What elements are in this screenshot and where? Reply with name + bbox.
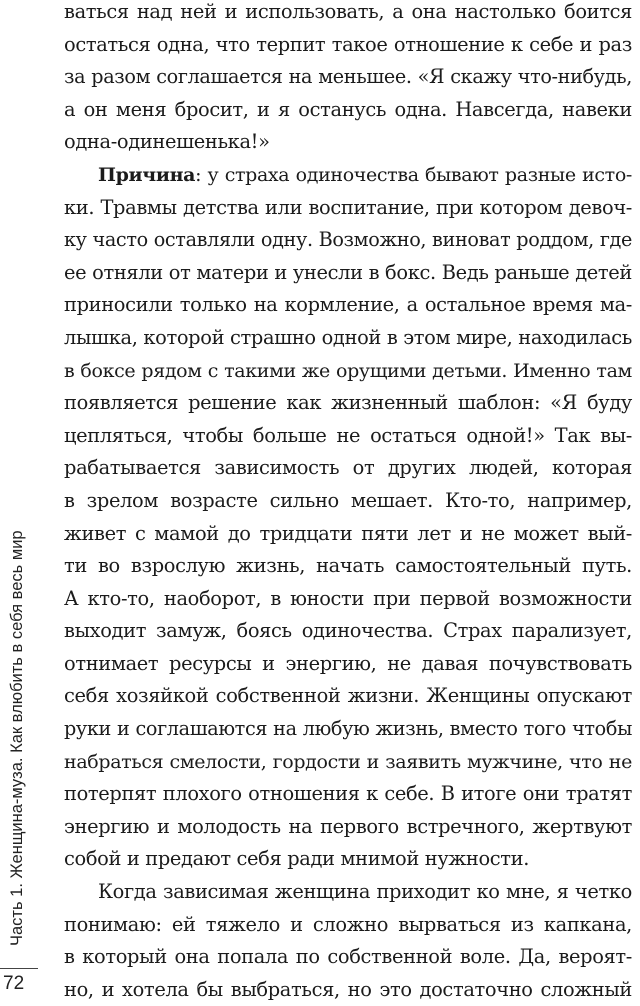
text-line: ку часто оставляли одну. Возможно, виноват роддом, где (64, 228, 632, 252)
text-line: понимаю: ей тяжело и сложно вырваться из капкана, (64, 912, 632, 936)
text-line: собой и предают себя ради мнимой нужности. (64, 847, 530, 871)
text-line: энергию и молодость на первого встречного, жертвуют (64, 814, 632, 838)
text-line: Когда зависимая женщина приходит ко мне, я четко (98, 880, 632, 904)
text-line: рабатывается зависимость от других людей, которая (64, 456, 632, 480)
text-line: ее отняли от матери и унесли в бокс. Ведь раньше детей (64, 260, 632, 284)
text-line: потерпят плохого отношения к себе. В итоге они тратят (64, 782, 632, 806)
text-line: в который она попала по собственной воле. Да, вероят- (64, 945, 632, 969)
text-line: ти во взрослую жизнь, начать самостоятельный путь. (64, 554, 632, 578)
text-line-rest: : у страха одиночества бывают разные исто- (195, 163, 632, 186)
page-number-rule (0, 968, 38, 969)
text-line: лышка, которой страшно одной в этом мире, находилась (64, 325, 632, 349)
text-line (64, 159, 632, 192)
text-line: ки. Травмы детства или воспитание, при котором девоч- (64, 195, 632, 219)
body-text (64, 0, 632, 1006)
text-line: появляется решение как жизненный шаблон: «Я буду (64, 391, 632, 415)
text-line: себя хозяйкой собственной жизни. Женщины опускают (64, 684, 632, 708)
text-line: живет с мамой до тридцати пяти лет и не может вый- (64, 521, 632, 545)
text-line: ваться над ней и использовать, а она настолько боится (64, 0, 632, 23)
text-line: руки и соглашаются на любую жизнь, вместо того чтобы (64, 717, 632, 741)
text-line: отнимает ресурсы и энергию, не давая почувствовать (64, 651, 632, 675)
text-line: остаться одна, что терпит такое отношение к себе и раз (64, 32, 632, 56)
text-line: в боксе рядом с такими же орущими детьми. Именно там (64, 359, 632, 382)
text-line: набраться смелости, гордости и заявить мужчине, что не (64, 750, 632, 773)
text-line: А кто-то, наоборот, в юности при первой возможности (64, 586, 632, 610)
page-number: 72 (3, 973, 25, 994)
text-line: выходит замуж, боясь одиночества. Страх парализует, (64, 619, 632, 643)
text-line: а он меня бросит, и я останусь одна. Навсегда, навеки (64, 97, 632, 121)
bold-term: Причина (98, 163, 196, 186)
text-line: цепляться, чтобы больше не остаться одной!» Так вы- (64, 423, 632, 447)
text-line: за разом соглашается на меньшее. «Я скажу что-нибудь, (64, 65, 632, 89)
running-header: Часть 1. Женщина-муза. Как влюбить в себя весь мир (8, 530, 26, 946)
text-line: в зрелом возрасте сильно мешает. Кто-то, например, (64, 488, 632, 512)
text-line: приносили только на кормление, а остальное время ма- (64, 293, 632, 317)
text-line: одна-одинешенька!» (64, 130, 270, 154)
text-line: но, и хотела бы выбраться, но это достаточно сложный (64, 977, 632, 1001)
